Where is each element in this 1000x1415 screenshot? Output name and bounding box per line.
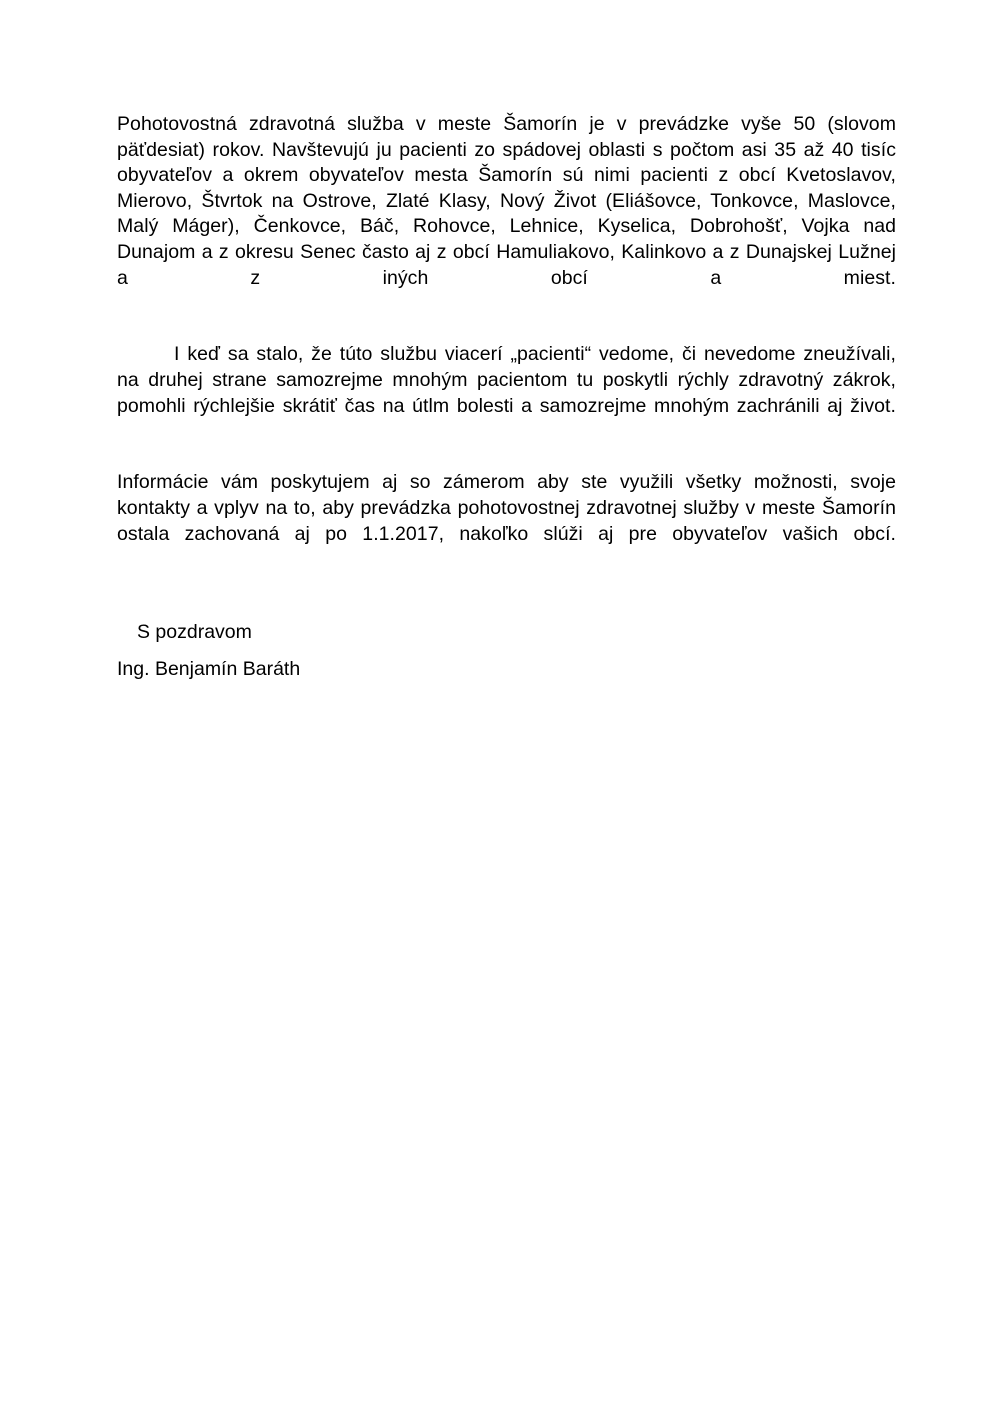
paragraph-misuse-and-help: I keď sa stalo, že túto službu viacerí „pacienti“ vedome, či nevedome zneužívali, na druhej strane samozrejme mnohým pacientom tu poskytli rýchly zdravotný zákrok, pomohli rýchlejšie skrátiť čas na útlm bolesti a samozrejme mnohým zachránili aj život. (117, 343, 896, 417)
paragraph-spacer (117, 317, 896, 343)
signature-block-spacer (117, 573, 896, 620)
signature-name: Ing. Benjamín Baráth (117, 658, 301, 681)
document-body (117, 112, 896, 683)
paragraph-call-to-action: Informácie vám poskytujem aj so zámerom aby ste využili všetky možnosti, svoje kontakty a vplyv na to, aby prevádzka pohotovostnej zdravotnej služby v meste Šamorín ostala zachovaná aj po 1.1.2017, nakoľko slúži aj pre obyvateľov vašich obcí. (117, 471, 896, 545)
paragraph-spacer (117, 445, 896, 471)
paragraph-service-overview: Pohotovostná zdravotná služba v meste Šamorín je v prevádzke vyše 50 (slovom päťdesiat) rokov. Navštevujú ju pacienti zo spádovej oblasti s počtom asi 35 až 40 tisíc obyvateľov a okrem obyvateľov mesta Šamorín sú nimi pacienti z obcí Kvetoslavov, Mierovo, Štvrtok na Ostrove, Zlaté Klasy, Nový Život (Eliášovce, Tonkovce, Maslovce, Malý Máger), Čenkovce, Báč, Rohovce, Lehnice, Kyselica, Dobrohošť, Vojka nad Dunajom a z okresu Senec často aj z obcí Hamuliakovo, Kalinkovo a z Dunajskej Lužnej a z iných obcí a miest. (117, 113, 896, 289)
signature-spacer (117, 645, 896, 657)
closing-salutation: S pozdravom (137, 620, 252, 643)
